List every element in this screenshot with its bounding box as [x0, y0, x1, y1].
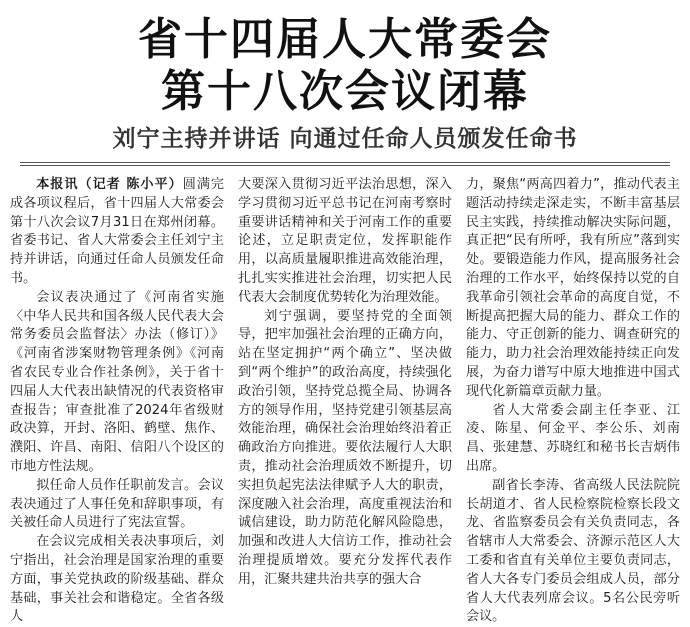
article-paragraph: 会议表决通过了《河南省实施〈中华人民共和国各级人民代表大会常务委员会监督法〉办法（修订）》《河南省涉案财物管理条例》《河南省农民专业合作社条例》，关于省十四届人大代表出缺情况的代表资格审查报告；审查批准了2024年省级财政决算，开封、洛阳、鹤壁、焦作、濮阳、许昌、南阳、信阳八个设区的市地方性法规。 [10, 289, 224, 474]
headline-line-2: 第十八次会议闭幕 [161, 66, 529, 117]
article-lead: 本报讯（记者 陈小平） [36, 177, 183, 192]
article-paragraph: 在会议完成相关表决事项后，刘宁指出，社会治理是国家治理的重要方面，事关党执政的阶级基础、群众基础，事关社会和谐稳定。全省各级人 [10, 534, 224, 625]
article-text: 圆满完成各项议程后，省十四届人大常委会第十八次会议7月31日在郑州闭幕。省委书记、省人大常委会主任刘宁主持并讲话，向通过任命人员颁发任命书。 [10, 177, 225, 286]
article-paragraph [10, 176, 224, 289]
headline-line-1: 省十四届人大常委会 [138, 14, 552, 65]
divider-line [20, 162, 670, 163]
article-column-3 [466, 176, 680, 625]
article-paragraph: 大要深入贯彻习近平法治思想，深入学习贯彻习近平总书记在河南考察时重要讲话精神和关于河南工作的重要论述，立足职责定位，发挥职能作用，以高质量履职推进高效能治理，扎扎实实推进社会治理，切实把人民代表大会制度优势转化为治理效能。 [238, 177, 452, 305]
article-paragraph: 拟任命人员作任职前发言。会议表决通过了人事任免和辞职事项，有关被任命人员进行了宪法宣誓。 [10, 477, 224, 531]
article-paragraph: 刘宁强调，要坚持党的全面领导，把牢加强社会治理的正确方向，站在坚定拥护“两个确立”、坚决做到“两个维护”的政治高度，持续强化政治引领，坚持党总揽全局、协调各方的领导作用，坚持党建引领基层高效能治理，确保社会治理始终沿着正确政治方向推进。要依法履行人大职责，推动社会治理质效不断提升，切实担负起宪法法律赋予人大的职责，深度融入社会治理，高度重视法治和诚信建设，助力防范化解风险隐患，加强和改进人大信访工作，推动社会治理提质增效。要充分发挥代表作用，汇聚共建共治共享的强大合 [238, 308, 452, 587]
article-paragraph: 省人大常委会副主任李亚、江凌、陈星、何金平、李公乐、刘南昌、张建慧、苏晓红和秘书长吉炳伟出席。 [466, 402, 680, 474]
subheadline: 刘宁主持并讲话 向通过任命人员颁发任命书 [112, 125, 578, 152]
article-paragraph: 副省长李涛、省高级人民法院院长胡道才、省人民检察院检察长段文龙、省监察委员会有关负责同志，各省辖市人大常委会、济源示范区人大工委和省直有关单位主要负责同志，省人大各专门委员会组成人员，部分省人大代表列席会议。5名公民旁听会议。 [466, 477, 680, 625]
article-column-1 [10, 176, 225, 625]
divider-line [20, 165, 670, 166]
article-column-2 [238, 176, 452, 587]
article-paragraph: 力，聚焦“两高四着力”，推动代表主题活动持续走深走实，不断丰富基层民主实践，持续推动解决实际问题，真正把“民有所呼，我有所应”落到实处。要锻造能力作风，提高服务社会治理的工作水平，始终保持以党的自我革命引领社会革命的高度自觉，不断提高把握大局的能力、群众工作的能力、守正创新的能力、调查研究的能力，助力社会治理效能持续正向发展，为奋力谱写中原大地推进中国式现代化新篇章贡献力量。 [466, 177, 680, 399]
